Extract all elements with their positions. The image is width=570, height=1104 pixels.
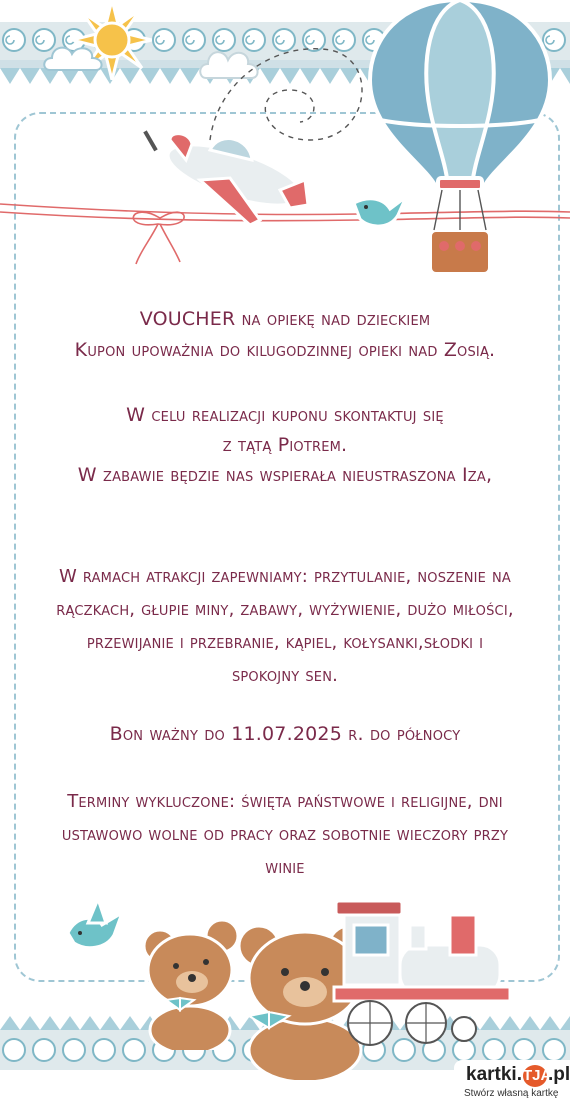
attractions-line: przewijanie i przebranie, kąpiel, kołysanki,słodki i	[86, 632, 484, 653]
bird-icon	[62, 895, 132, 955]
voucher-subtitle-line: Kupon upoważnia do kilugodzinnej opieki nad Zosią.	[74, 339, 496, 361]
attractions-line: W ramach atrakcji zapewniamy: przytulanie, noszenie na	[58, 566, 512, 587]
hot-air-balloon-icon	[360, 0, 560, 285]
exclusions-line: Terminy wykluczone: święta państwowe i religijne, dni	[67, 791, 503, 812]
attractions-section	[18, 560, 552, 692]
contact-line: W celu realizacji kuponu skontaktuj się	[126, 404, 444, 426]
contact-section	[18, 400, 552, 490]
logo-prefix: kartki.	[466, 1064, 522, 1085]
exclusions-line: winie	[265, 857, 305, 878]
toy-train-icon	[330, 895, 530, 1055]
brand-logo[interactable]	[454, 1060, 570, 1104]
cloud-icon	[42, 40, 104, 74]
logo-badge: TJA	[523, 1065, 547, 1087]
attractions-line: spokojny sen.	[231, 665, 339, 686]
validity-line: Bon ważny do 11.07.2025 r. do północy	[109, 723, 461, 745]
bird-icon	[350, 185, 410, 235]
voucher-title-line: VOUCHER na opiekę nad dzieckiem	[139, 308, 431, 330]
logo-tagline: Stwórz własną kartkę	[464, 1088, 559, 1099]
logo-suffix: .pl	[547, 1064, 570, 1085]
attractions-line: rączkach, głupie miny, zabawy, wyżywienie, dużo miłości,	[56, 599, 514, 620]
voucher-heading	[18, 304, 552, 366]
airplane-icon	[140, 120, 320, 230]
contact-line: W zabawie będzie nas wspierała nieustraszona Iza,	[77, 464, 493, 486]
exclusions-line: ustawowo wolne od pracy oraz sobotnie wieczory przy	[61, 824, 509, 845]
contact-line: z tątą Piotrem.	[222, 434, 348, 456]
logo-wordmark	[466, 1064, 570, 1087]
exclusions-section	[18, 785, 552, 884]
